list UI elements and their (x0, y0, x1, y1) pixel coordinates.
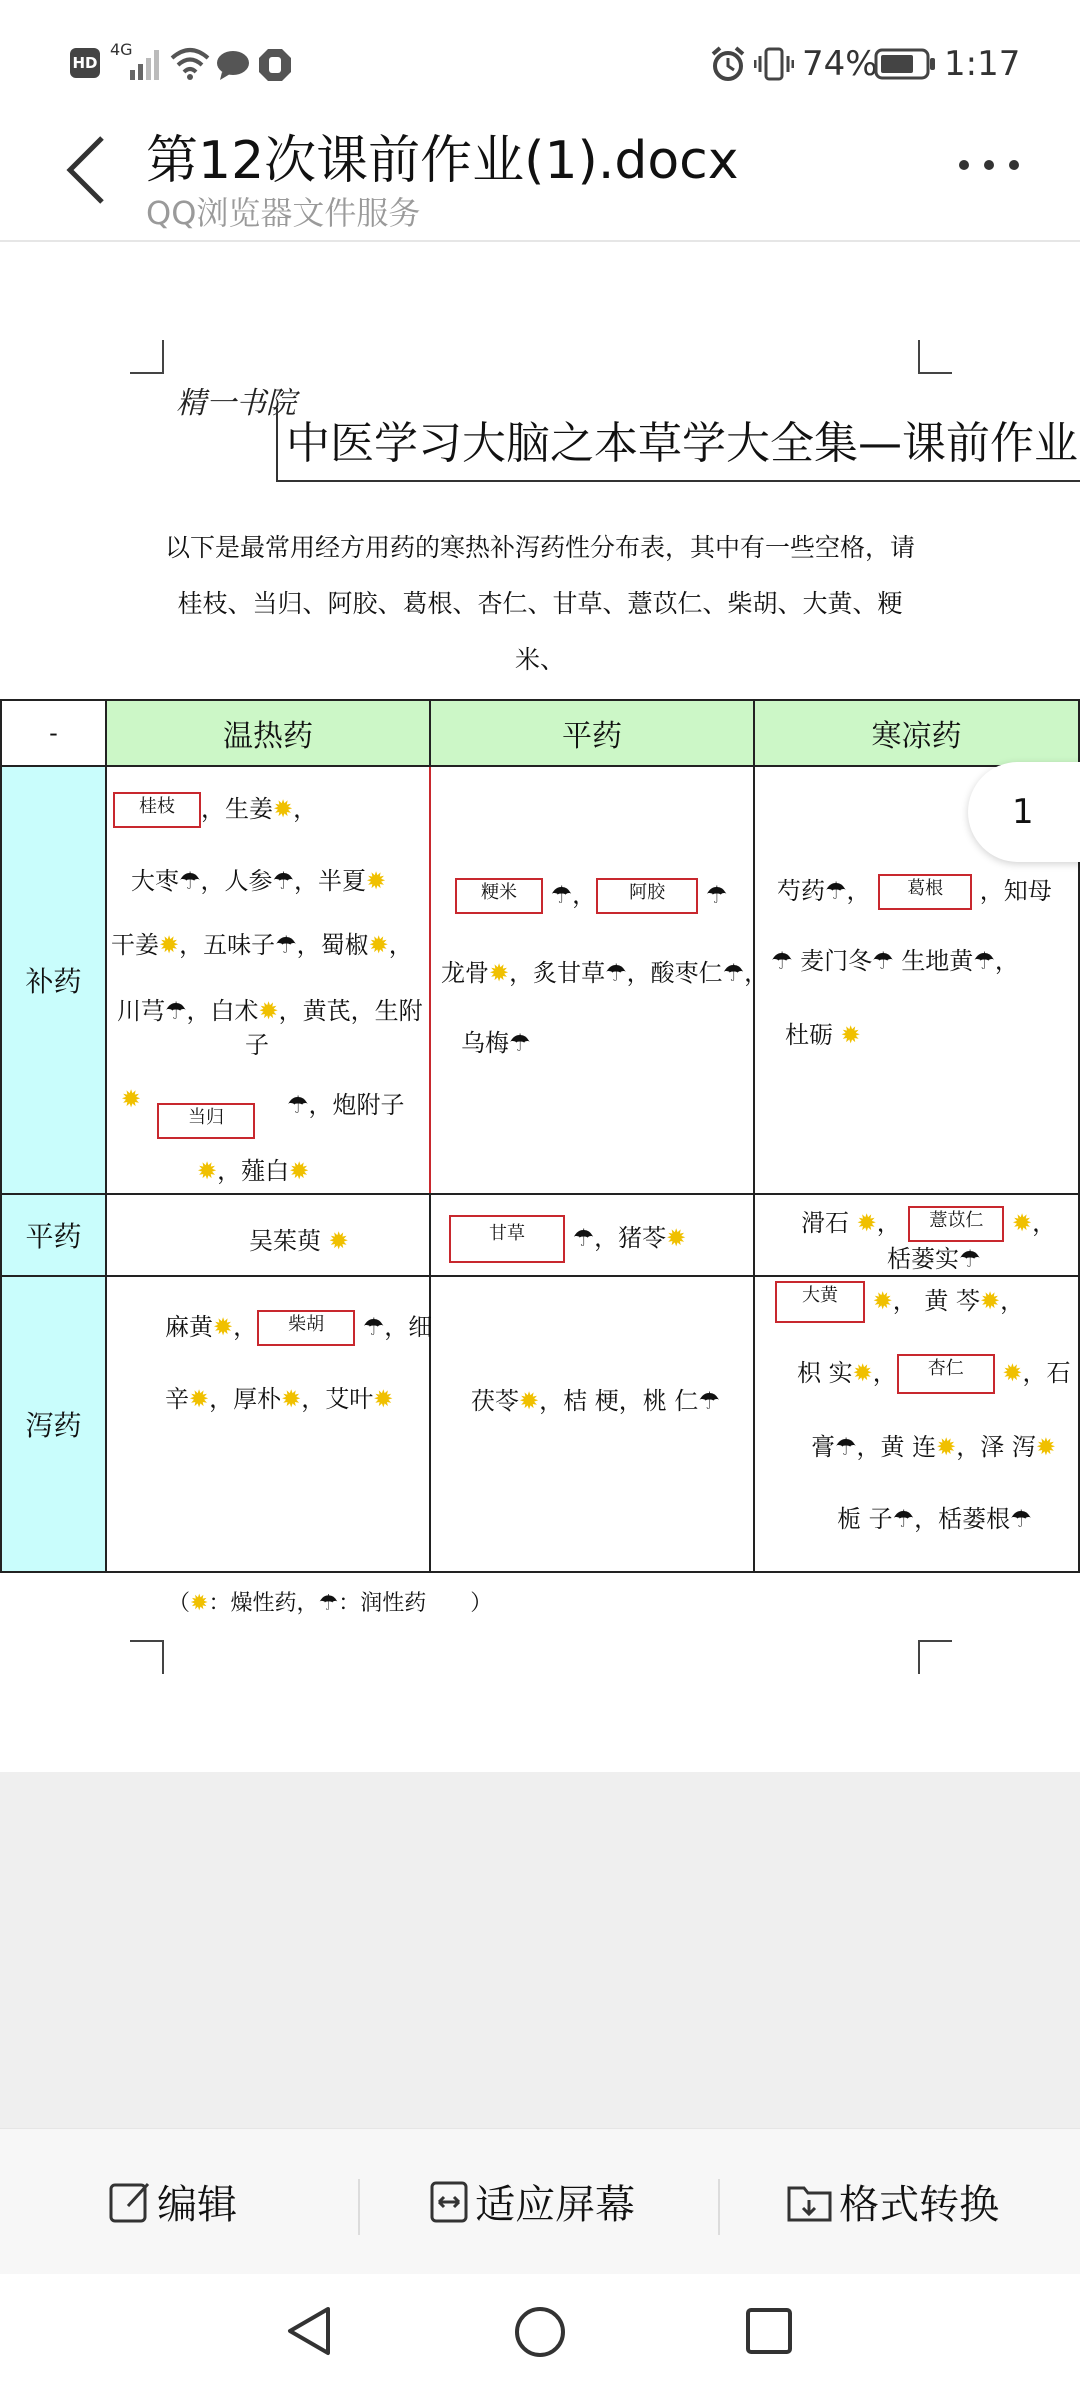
herb-text: ，五味子 (179, 931, 276, 959)
herb-text: ， (872, 1359, 897, 1387)
herb-text: 生地黄 (901, 947, 974, 975)
answer-box[interactable]: 柴胡 (257, 1310, 355, 1346)
convert-format-button[interactable] (786, 2173, 999, 2230)
cell-tonic-neutral: 粳米 ☂， 阿胶 ☂ 龙骨✹，炙甘草☂，酸枣仁☂， 乌梅☂ (430, 766, 754, 1194)
herb-text: 麻黄 (165, 1313, 213, 1341)
umbrella-icon: ☂ (362, 1313, 385, 1341)
umbrella-icon: ☂ (973, 947, 995, 975)
answer-box[interactable]: 桂枝 (113, 792, 201, 828)
header-divider (0, 240, 1080, 242)
umbrella-icon: ☂ (892, 1505, 915, 1533)
sun-icon: ✹ (258, 997, 279, 1025)
legend-text: ：润性药 (338, 1591, 427, 1616)
herb-text: ，泽 泻 (956, 1433, 1036, 1461)
herb-text: 滑石 (801, 1209, 849, 1237)
sun-icon: ✹ (328, 1227, 349, 1255)
umbrella-icon: ☂ (287, 1091, 309, 1119)
herb-text: ，知母 (979, 877, 1052, 905)
network-label: 4G (110, 40, 133, 59)
more-icon (954, 150, 1024, 180)
sun-icon: ✹ (189, 1385, 210, 1413)
herb-table (0, 699, 1080, 1573)
herb-text: ， (293, 795, 318, 823)
alarm-icon (710, 46, 746, 82)
sun-icon: ✹ (366, 867, 387, 895)
herb-text: 子 (245, 1031, 269, 1059)
herb-text: ，生姜 (201, 795, 273, 823)
answer-box[interactable]: 薏苡仁 (908, 1206, 1004, 1242)
herb-text: 黄 芩 (924, 1287, 981, 1315)
herb-text: ，酸枣仁 (626, 959, 723, 987)
cell-purge-cold (754, 1276, 1079, 1572)
umbrella-icon: ☂ (550, 881, 573, 909)
sun-icon: ✹ (373, 1385, 394, 1413)
herb-text: ，白术 (186, 997, 259, 1025)
sun-icon: ✹ (519, 1387, 540, 1415)
umbrella-icon: ☂ (1010, 1505, 1032, 1533)
herb-text: ， (388, 931, 413, 959)
umbrella-icon: ☂ (722, 959, 745, 987)
sun-icon: ✹ (872, 1287, 893, 1315)
sun-icon: ✹ (121, 1085, 142, 1113)
umbrella-icon: ☂ (275, 931, 297, 959)
umbrella-icon: ☂ (605, 959, 627, 987)
herb-text: 茯苓 (471, 1387, 519, 1415)
row-header-neutral: 平药 (1, 1194, 106, 1276)
herb-text: ， (846, 877, 871, 905)
intro-line-1: 以下是最常用经方用药的寒热补泻药性分布表，其中有一些空格，请 (164, 533, 915, 562)
herb-text: 大枣 (131, 867, 179, 895)
sun-icon: ✹ (273, 795, 294, 823)
chevron-left-icon (60, 130, 120, 210)
convert-label: 格式转换 (839, 2182, 1000, 2228)
sun-icon: ✹ (368, 931, 389, 959)
umbrella-icon: ☂ (825, 877, 847, 905)
convert-icon (786, 2180, 834, 2224)
hd-icon: HD (70, 48, 100, 78)
herb-text: 干姜 (111, 931, 159, 959)
nav-back-icon[interactable] (282, 2304, 336, 2358)
legend-text: ） (470, 1591, 493, 1616)
fit-screen-icon (430, 2180, 470, 2224)
herb-text: ，蜀椒 (296, 931, 369, 959)
sun-icon: ✹ (281, 1385, 302, 1413)
back-button[interactable] (60, 130, 120, 210)
answer-box[interactable]: 杏仁 (897, 1354, 995, 1394)
sun-icon: ✹ (1002, 1359, 1023, 1387)
cell-neutral-cold (754, 1194, 1079, 1276)
umbrella-icon: ☂ (872, 947, 894, 975)
cell-neutral-warm (106, 1194, 430, 1276)
page-number-badge[interactable]: 1 (968, 762, 1080, 862)
herb-text: ，黄 连 (856, 1433, 937, 1461)
herb-text: ， (1000, 1287, 1025, 1315)
sun-icon: ✹ (980, 1287, 1001, 1315)
herb-text: 乌梅 (461, 1029, 509, 1057)
fit-screen-button[interactable] (430, 2173, 635, 2230)
col-header-warm: 温热药 (106, 700, 430, 766)
herb-text: ，人参 (200, 867, 273, 895)
intro-line-3: 米、 (514, 645, 565, 674)
margin-mark (918, 340, 952, 374)
herb-text: ，桔 梗，桃 仁 (539, 1387, 699, 1415)
nav-home-icon[interactable] (512, 2304, 568, 2360)
umbrella-icon: ☂ (179, 867, 201, 895)
umbrella-icon: ☂ (959, 1245, 981, 1273)
toolbar-divider (718, 2179, 720, 2235)
herb-text: ，薤白 (217, 1157, 290, 1185)
cell-neutral-neutral (430, 1194, 754, 1276)
umbrella-icon: ☂ (835, 1433, 857, 1461)
sun-icon: ✹ (213, 1313, 234, 1341)
herb-text: ，半夏 (294, 867, 367, 895)
battery-icon (874, 48, 936, 80)
signal-icon (130, 48, 164, 80)
sun-icon: ✹ (159, 931, 180, 959)
logo: 精一书院 (176, 386, 296, 421)
file-subtitle: QQ浏览器文件服务 (146, 194, 421, 232)
answer-box[interactable]: 大黄 (775, 1281, 865, 1323)
cell-purge-neutral (430, 1276, 754, 1572)
col-header-cold: 寒凉药 (754, 700, 1079, 766)
hand-icon (258, 48, 292, 82)
fit-screen-label: 适应屏幕 (475, 2182, 636, 2228)
system-nav-bar (0, 2274, 1080, 2388)
sun-icon: ✹ (197, 1157, 218, 1185)
herb-text: ， (892, 1287, 917, 1315)
legend-text: （ (168, 1591, 191, 1616)
umbrella-icon: ☂ (318, 1591, 339, 1616)
sun-icon: ✹ (840, 1021, 861, 1049)
vibrate-icon (754, 46, 794, 82)
table-corner: - (1, 700, 106, 766)
umbrella-icon: ☂ (165, 997, 187, 1025)
umbrella-icon: ☂ (509, 1029, 531, 1057)
sun-icon: ✹ (1035, 1433, 1057, 1461)
herb-text: ，石 (1022, 1359, 1071, 1387)
herb-text: 麦门冬 (800, 947, 873, 975)
bottom-toolbar (0, 2128, 1080, 2275)
umbrella-icon: ☂ (705, 881, 728, 909)
col-header-neutral: 平药 (430, 700, 754, 766)
herb-text: ，厚朴 (209, 1385, 282, 1413)
answer-box[interactable]: 葛根 (878, 874, 972, 910)
legend (168, 1586, 492, 1617)
status-bar (0, 0, 1080, 130)
battery-percent: 74% (802, 44, 878, 84)
sun-icon: ✹ (1012, 1209, 1033, 1237)
herb-text: ，炙甘草 (509, 959, 606, 987)
herb-text: 辛 (165, 1385, 189, 1413)
margin-mark (130, 340, 164, 374)
edit-button[interactable] (108, 2173, 237, 2230)
herb-text: ，黄芪，生附 (278, 997, 423, 1025)
herb-text: 芍药 (777, 877, 825, 905)
herb-text: 杜砺 (785, 1021, 833, 1049)
toolbar-divider (358, 2179, 360, 2235)
herb-text: 川芎 (117, 997, 165, 1025)
cell-purge-warm (106, 1276, 433, 1572)
cell-tonic-warm (106, 766, 430, 1194)
sun-icon: ✹ (190, 1591, 209, 1616)
document-title: 中医学习大脑之本草学大全集—课前作业 (276, 408, 1080, 482)
sun-icon: ✹ (936, 1433, 957, 1461)
herb-text: ， (233, 1313, 258, 1341)
margin-mark (130, 1640, 164, 1674)
umbrella-icon: ☂ (698, 1387, 720, 1415)
herb-text: ， (994, 947, 1019, 975)
row-header-tonic: 补药 (1, 766, 106, 1194)
herb-text: ，猪苓 (594, 1224, 667, 1252)
nav-recents-icon[interactable] (744, 2306, 794, 2356)
answer-box[interactable]: 当归 (157, 1103, 255, 1139)
document-background (0, 1772, 1080, 2128)
sun-icon: ✹ (289, 1157, 310, 1185)
sun-icon: ✹ (856, 1209, 877, 1237)
chat-icon (216, 50, 250, 80)
wifi-icon (170, 46, 210, 80)
sun-icon: ✹ (666, 1224, 687, 1252)
herb-text: 膏 (811, 1433, 835, 1461)
herb-text: 吴茱萸 (249, 1227, 321, 1255)
herb-text: ，栝蒌根 (914, 1505, 1011, 1533)
more-menu-button[interactable] (954, 150, 1024, 180)
intro-line-2: 桂枝、当归、阿胶、葛根、杏仁、甘草、薏苡仁、柴胡、大黄、粳 (177, 589, 903, 618)
edit-label: 编辑 (157, 2182, 238, 2228)
answer-box[interactable]: 阿胶 (596, 878, 698, 914)
row-header-purge: 泻药 (1, 1276, 106, 1572)
margin-mark (918, 1640, 952, 1674)
herb-text: ， (1032, 1209, 1057, 1237)
answer-box[interactable]: 甘草 (449, 1215, 565, 1263)
herb-text: 栀 子 (837, 1505, 893, 1533)
herb-text: ，细 (384, 1313, 433, 1341)
answer-box[interactable]: 粳米 (455, 878, 543, 914)
herb-text: 栝蒌实 (887, 1245, 959, 1273)
legend-text: ：燥性药， (208, 1591, 319, 1616)
clock: 1:17 (944, 44, 1021, 84)
umbrella-icon: ☂ (572, 1224, 595, 1252)
file-title: 第12次课前作业(1).docx (146, 131, 739, 191)
herb-text: ，艾叶 (301, 1385, 374, 1413)
umbrella-icon: ☂ (272, 867, 295, 895)
herb-text: 龙骨 (441, 959, 489, 987)
edit-icon (108, 2180, 152, 2224)
umbrella-icon: ☂ (771, 947, 793, 975)
herb-text: ，炮附子 (308, 1091, 405, 1119)
sun-icon: ✹ (489, 959, 510, 987)
herb-text: 枳 实 (797, 1359, 853, 1387)
herb-text: ， (744, 959, 769, 987)
sun-icon: ✹ (852, 1359, 873, 1387)
herb-text: ， (876, 1209, 901, 1237)
